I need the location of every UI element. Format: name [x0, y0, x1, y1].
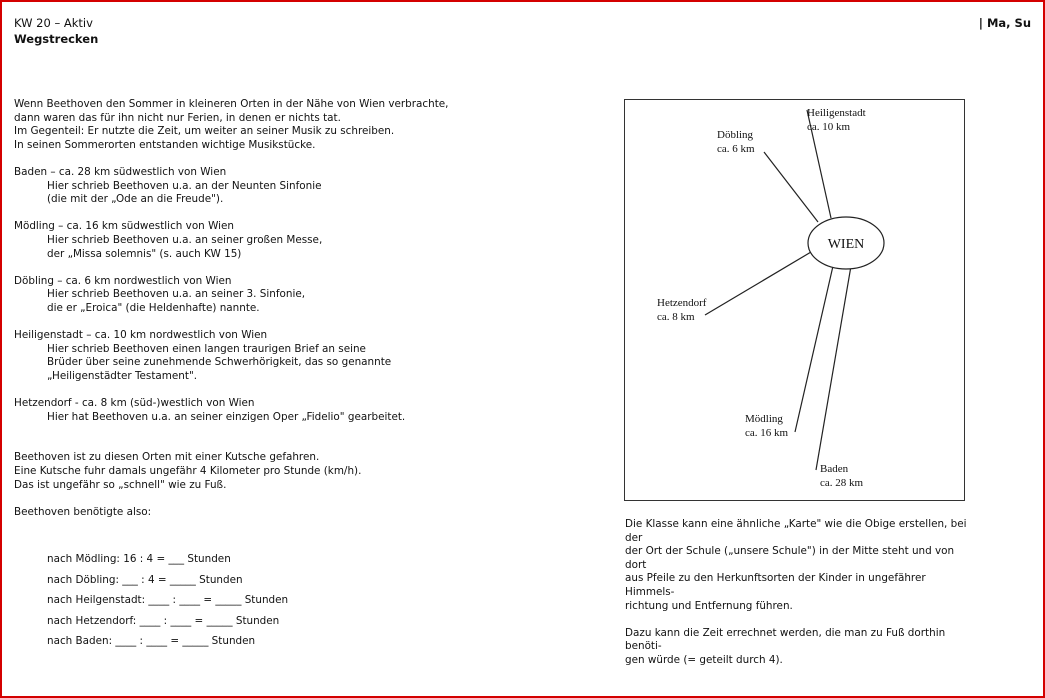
map-label-name: Baden	[820, 463, 849, 475]
map-label-dist: ca. 16 km	[745, 427, 789, 439]
note-line: der Ort der Schule („unsere Schule") in der Mitte steht und von dort	[625, 545, 955, 571]
line-doebling	[764, 152, 818, 222]
week-label: KW 20 – Aktiv	[14, 16, 93, 30]
map-label-dist: ca. 28 km	[820, 477, 864, 489]
place-line: Hier hat Beethoven u.a. an seiner einzigen Oper „Fidelio" gearbeitet.	[47, 410, 406, 423]
note-line: aus Pfeile zu den Herkunftsorten der Kinder in ungefährer Himmels-	[625, 572, 926, 598]
place-line: „Heiligenstädter Testament".	[47, 369, 198, 382]
map-label-dist: ca. 8 km	[657, 311, 695, 323]
page-title: Wegstrecken	[14, 32, 99, 46]
map-label-name: Hetzendorf	[657, 297, 707, 309]
vienna-map	[624, 99, 965, 501]
calc-row-baden[interactable]: nach Baden: ____ : ____ = _____ Stunden	[47, 635, 256, 648]
place-moedling	[14, 220, 574, 261]
travel-line: Das ist ungefähr so „schnell" wie zu Fuß.	[14, 478, 227, 491]
note-line: gen würde (= geteilt durch 4).	[625, 653, 783, 666]
header	[14, 15, 98, 47]
map-label-name: Döbling	[717, 129, 754, 141]
place-line: Hier schrieb Beethoven u.a. an seiner 3. Sinfonie,	[47, 288, 306, 301]
note-line: Die Klasse kann eine ähnliche „Karte" wie die Obige erstellen, bei der	[625, 518, 967, 544]
place-line: Hier schrieb Beethoven einen langen traurigen Brief an seine	[47, 342, 366, 355]
map-label-dist: ca. 6 km	[717, 143, 755, 155]
map-label-name: Heiligenstadt	[807, 107, 866, 119]
place-title: Hetzendorf - ca. 8 km (süd-)westlich von Wien	[14, 397, 255, 410]
map-label-name: Mödling	[745, 413, 783, 425]
line-hetzendorf	[705, 252, 811, 315]
place-baden	[14, 166, 574, 207]
map-diagram	[625, 100, 964, 500]
calc-row-hetzendorf[interactable]: nach Hetzendorf: ____ : ____ = _____ Stunden	[47, 614, 280, 627]
place-line: die er „Eroica" (die Heldenhafte) nannte.	[47, 301, 260, 314]
place-title: Baden – ca. 28 km südwestlich von Wien	[14, 165, 227, 178]
map-label-dist: ca. 10 km	[807, 121, 851, 133]
travel-line: Eine Kutsche fuhr damals ungefähr 4 Kilometer pro Stunde (km/h).	[14, 465, 362, 478]
intro-line: Im Gegenteil: Er nutzte die Zeit, um weiter an seiner Musik zu schreiben.	[14, 125, 395, 138]
place-title: Heiligenstadt – ca. 10 km nordwestlich von Wien	[14, 329, 268, 342]
place-hetzendorf	[14, 397, 574, 424]
teacher-notes	[625, 518, 975, 668]
place-title: Mödling – ca. 16 km südwestlich von Wien	[14, 220, 234, 233]
place-line: Brüder über seine zunehmende Schwerhörigkeit, das so genannte	[47, 356, 392, 369]
note-line: Dazu kann die Zeit errechnet werden, die man zu Fuß dorthin benöti-	[625, 626, 946, 653]
place-line: der „Missa solemnis" (s. auch KW 15)	[47, 247, 242, 260]
place-doebling	[14, 275, 574, 316]
needed-heading: Beethoven benötigte also:	[14, 505, 152, 518]
wien-label: WIEN	[827, 237, 865, 252]
place-line: (die mit der „Ode an die Freude").	[47, 193, 224, 206]
subject-tag: | Ma, Su	[978, 16, 1031, 30]
intro-paragraph	[14, 98, 574, 152]
place-line: Hier schrieb Beethoven u.a. an seiner großen Messe,	[47, 233, 323, 246]
calc-list	[14, 549, 574, 652]
travel-line: Beethoven ist zu diesen Orten mit einer Kutsche gefahren.	[14, 451, 320, 464]
calc-row-moedling[interactable]: nach Mödling: 16 : 4 = ___ Stunden	[47, 553, 231, 565]
line-baden	[816, 266, 851, 470]
intro-line: Wenn Beethoven den Sommer in kleineren Orten in der Nähe von Wien verbrachte,	[14, 98, 449, 110]
travel-paragraph	[14, 451, 574, 492]
calc-row-doebling[interactable]: nach Döbling: ___ : 4 = _____ Stunden	[47, 573, 243, 586]
place-title: Döbling – ca. 6 km nordwestlich von Wien	[14, 274, 232, 287]
intro-line: In seinen Sommerorten entstanden wichtige Musikstücke.	[14, 138, 316, 151]
calc-row-heiligenstadt[interactable]: nach Heilgenstadt: ____ : ____ = _____ Stunden	[47, 594, 289, 607]
note-line: richtung und Entfernung führen.	[625, 599, 793, 612]
main-text	[14, 98, 574, 652]
place-line: Hier schrieb Beethoven u.a. an der Neunten Sinfonie	[47, 179, 322, 192]
place-heiligenstadt	[14, 329, 574, 383]
intro-line: dann waren das für ihn nicht nur Ferien, in denen er nichts tat.	[14, 111, 341, 124]
